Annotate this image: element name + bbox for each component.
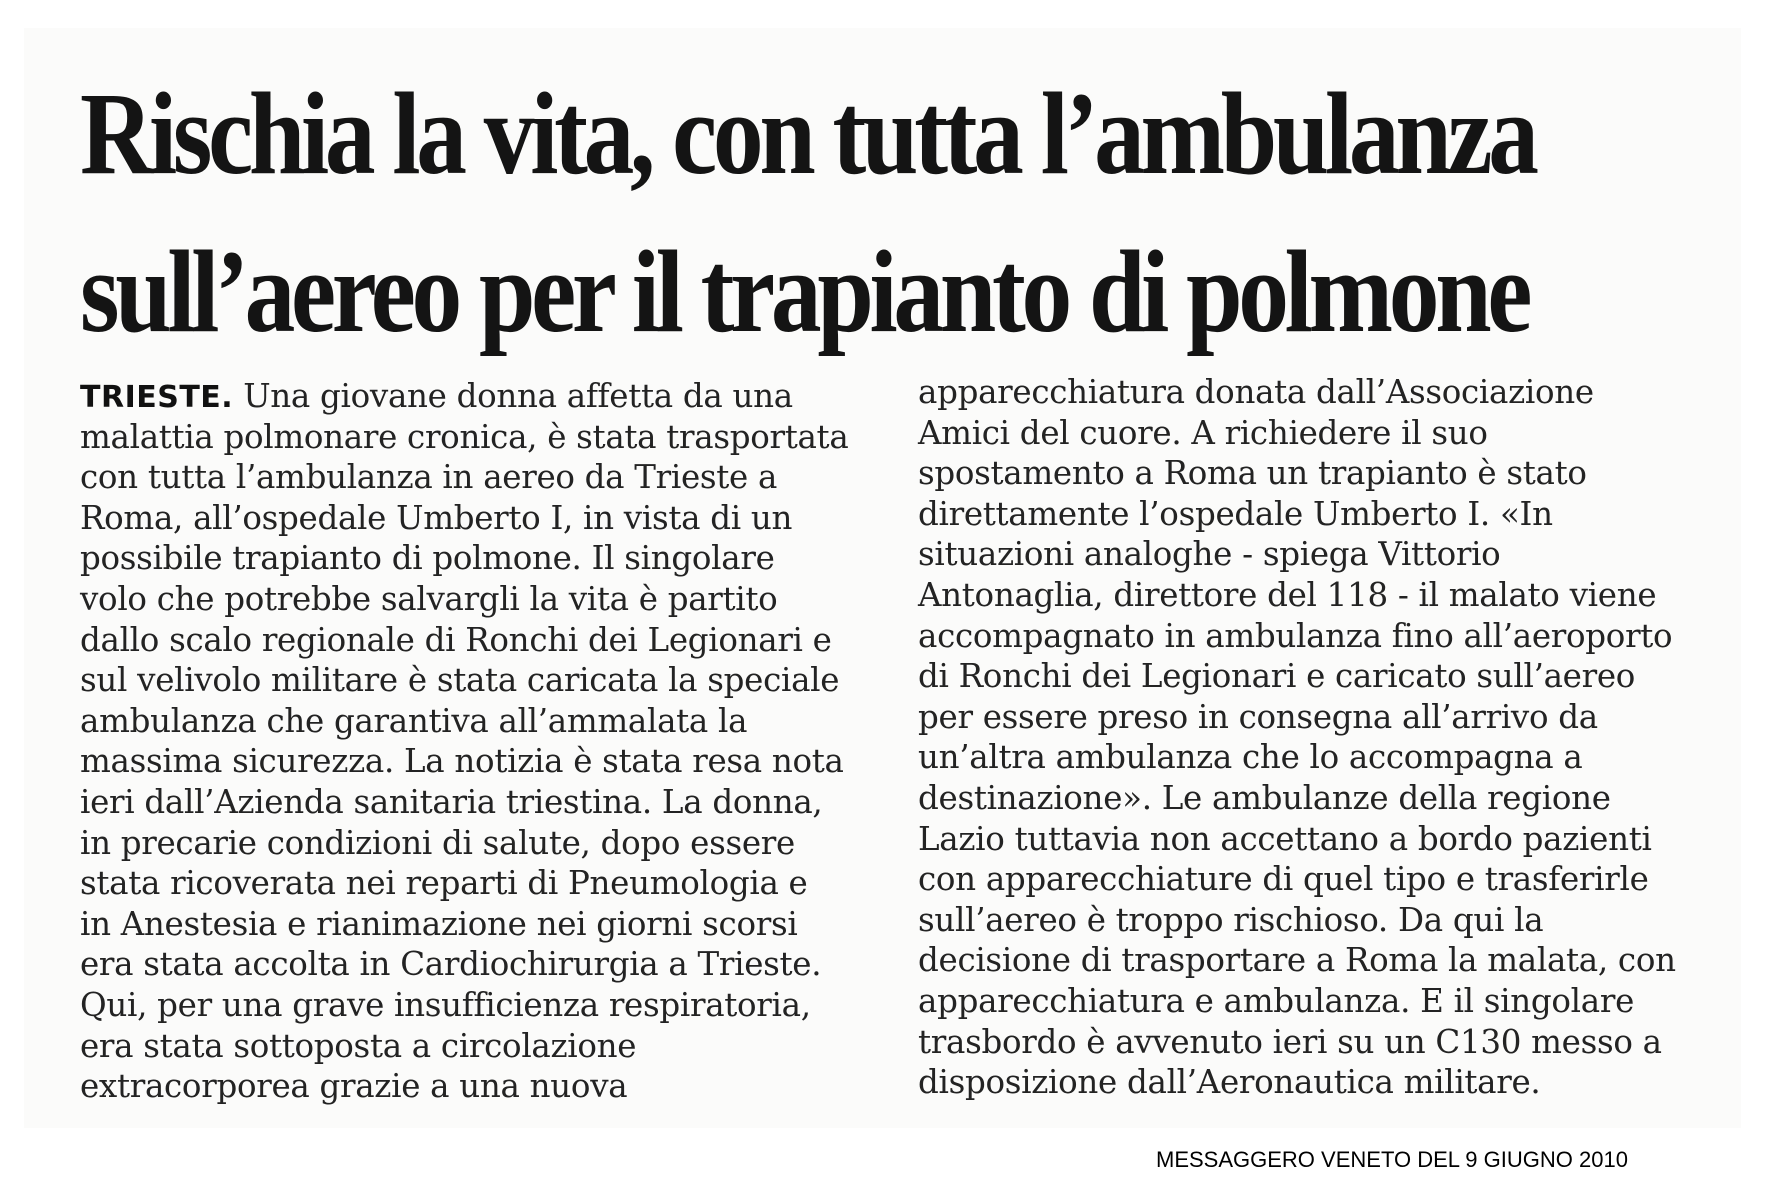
body-line: dallo scalo regionale di Ronchi dei Legionari e	[80, 620, 832, 659]
body-line: in Anestesia e rianimazione nei giorni scorsi	[80, 904, 798, 943]
body-line: possibile trapianto di polmone. Il singolare	[80, 539, 775, 578]
body-line: Roma, all’ospedale Umberto I, in vista di un	[80, 498, 793, 537]
body-line: con tutta l’ambulanza in aereo da Trieste a	[80, 458, 778, 497]
body-line: trasbordo è avvenuto ieri su un C130 messo a	[918, 1022, 1662, 1061]
body-line: stata ricoverata nei reparti di Pneumologia e	[80, 864, 808, 903]
body-line: extracorporea grazie a una nuova	[80, 1067, 628, 1106]
article-column-left	[80, 376, 848, 1107]
body-line: Amici del cuore. A richiedere il suo	[918, 413, 1488, 452]
body-line: volo che potrebbe salvargli la vita è partito	[80, 579, 778, 618]
body-line: decisione di trasportare a Roma la malata, con	[918, 941, 1676, 980]
body-line: per essere preso in consegna all’arrivo da	[918, 697, 1598, 736]
source-caption: MESSAGGERO VENETO DEL 9 GIUGNO 2010	[1156, 1147, 1628, 1172]
body-line: sul velivolo militare è stata caricata la speciale	[80, 661, 840, 700]
body-line: ambulanza che garantiva all’ammalata la	[80, 701, 748, 740]
article-headline	[80, 55, 1535, 371]
body-line: con apparecchiature di quel tipo e trasferirle	[918, 860, 1649, 899]
body-line: Lazio tuttavia non accettano a bordo pazienti	[918, 819, 1652, 858]
body-line: ieri dall’Azienda sanitaria triestina. La donna,	[80, 782, 823, 821]
body-line	[80, 376, 848, 417]
headline-line-1: Rischia la vita, con tutta l’ambulanza	[80, 68, 1535, 199]
body-line: massima sicurezza. La notizia è stata resa nota	[80, 742, 844, 781]
body-line: Antonaglia, direttore del 118 - il malato viene	[918, 575, 1657, 614]
body-line-text: Una giovane donna affetta da una	[243, 377, 793, 415]
body-line: un’altra ambulanza che lo accompagna a	[918, 738, 1583, 777]
body-line: Qui, per una grave insufficienza respiratoria,	[80, 985, 811, 1024]
body-line: sull’aereo è troppo rischioso. Da qui la	[918, 900, 1544, 939]
body-line: apparecchiatura e ambulanza. E il singolare	[918, 981, 1635, 1020]
body-line: di Ronchi dei Legionari e caricato sull’aereo	[918, 657, 1636, 696]
body-line: accompagnato in ambulanza fino all’aeroporto	[918, 616, 1673, 655]
body-line: destinazione». Le ambulanze della regione	[918, 778, 1611, 817]
body-line: direttamente l’ospedale Umberto I. «In	[918, 494, 1553, 533]
body-line: situazioni analoghe - spiega Vittorio	[918, 535, 1501, 574]
body-line: spostamento a Roma un trapianto è stato	[918, 454, 1587, 493]
article-column-right	[918, 372, 1676, 1103]
body-line: apparecchiatura donata dall’Associazione	[918, 373, 1594, 411]
body-line: disposizione dall’Aeronautica militare.	[918, 1063, 1541, 1102]
body-line: era stata sottoposta a circolazione	[80, 1026, 637, 1065]
body-line: in precarie condizioni di salute, dopo essere	[80, 823, 795, 862]
body-line: era stata accolta in Cardiochirurgia a Trieste.	[80, 945, 822, 984]
headline-line-2: sull’aereo per il trapianto di polmone	[80, 226, 1529, 357]
dateline: TRIESTE.	[80, 380, 234, 415]
body-line: malattia polmonare cronica, è stata trasportata	[80, 417, 849, 456]
